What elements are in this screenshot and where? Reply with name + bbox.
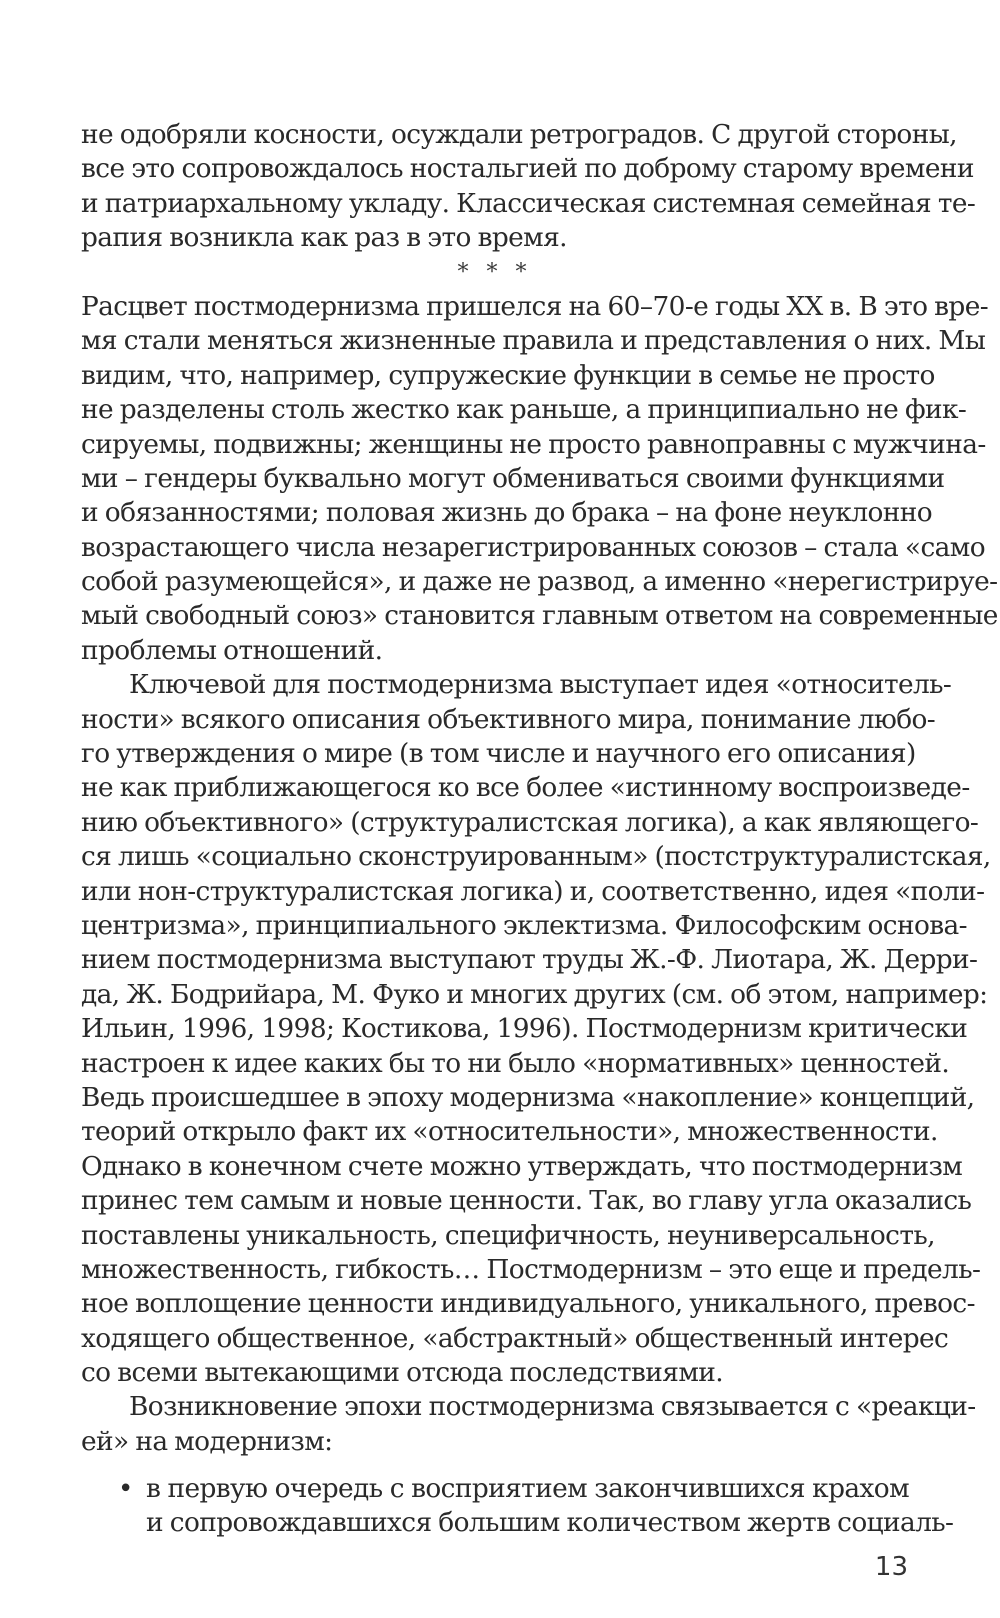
- text-line: видим, что, например, супружеские функции в семье не просто: [81, 359, 935, 391]
- bullet-list-item: [118, 1472, 954, 1541]
- text-line: Ведь происшедшее в эпоху модернизма «накопление» концепций,: [81, 1081, 975, 1113]
- text-line: или нон-структуралистская логика) и, соответственно, идея «поли-: [81, 875, 985, 907]
- text-line: ное воплощение ценности индивидуального, уникального, превос-: [81, 1288, 975, 1320]
- text-line: мя стали меняться жизненные правила и представления о них. Мы: [81, 325, 986, 357]
- text-line: ности» всякого описания объективного мира, понимание любо-: [81, 703, 936, 735]
- text-line: Возникновение эпохи постмодернизма связывается с «реакци-: [129, 1391, 976, 1423]
- text-line: и обязанностями; половая жизнь до брака – на фоне неуклонно: [81, 497, 933, 529]
- text-line: нием постмодернизма выступают труды Ж.-Ф. Лиотара, Ж. Дерри-: [81, 944, 978, 976]
- text-line: Ключевой для постмодернизма выступает идея «относитель-: [129, 669, 952, 701]
- text-line: и патриархальному укладу. Классическая системная семейная те-: [81, 187, 976, 219]
- bullet-icon: •: [118, 1474, 133, 1504]
- text-line: возрастающего числа незарегистрированных союзов – стала «само: [81, 531, 986, 563]
- text-line: со всеми вытекающими отсюда последствиями.: [81, 1357, 724, 1389]
- text-line: ходящего общественное, «абстрактный» общественный интерес: [81, 1322, 949, 1354]
- page-number: 13: [874, 1552, 908, 1582]
- text-line: Однако в конечном счете можно утверждать, что постмодернизм: [81, 1150, 963, 1182]
- text-line: теорий открыло факт их «относительности», множественности.: [81, 1116, 938, 1148]
- text-line: ся лишь «социально сконструированным» (постструктуралистская,: [81, 841, 991, 873]
- main-text: [81, 118, 998, 1459]
- text-line: рапия возникла как раз в это время.: [81, 222, 567, 254]
- text-line: не как приближающегося ко все более «истинному воспроизведе-: [81, 772, 970, 804]
- text-line: настроен к идее каких бы то ни было «нормативных» ценностей.: [81, 1047, 950, 1079]
- text-line: Ильин, 1996, 1998; Костикова, 1996). Постмодернизм критически: [81, 1013, 968, 1045]
- text-line: да, Ж. Бодрийара, М. Фуко и многих других (см. об этом, например:: [81, 978, 988, 1010]
- text-line: принес тем самым и новые ценности. Так, во главу угла оказались: [81, 1185, 972, 1217]
- text-line: не одобряли косности, осуждали ретроградов. С другой стороны,: [81, 119, 957, 150]
- text-line: множественность, гибкость… Постмодернизм – это еще и предель-: [81, 1253, 981, 1285]
- text-line: ей» на модернизм:: [81, 1425, 333, 1457]
- text-line: го утверждения о мире (в том числе и научного его описания): [81, 738, 916, 770]
- text-line: сируемы, подвижны; женщины не просто равноправны с мужчина-: [81, 428, 986, 460]
- text-line: нию объективного» (структуралистская логика), а как являющего-: [81, 806, 979, 838]
- text-line: проблемы отношений.: [81, 634, 383, 666]
- text-line: поставлены уникальность, специфичность, неуниверсальность,: [81, 1219, 935, 1251]
- text-line: не разделены столь жестко как раньше, а принципиально не фик-: [81, 394, 967, 426]
- text-line: центризма», принципиального эклектизма. Философским основа-: [81, 909, 967, 941]
- text-line: ми – гендеры буквально могут обмениваться своими функциями: [81, 462, 945, 494]
- text-line: в первую очередь с восприятием закончившихся крахом: [146, 1473, 909, 1504]
- section-separator: * * *: [457, 259, 533, 285]
- text-line: мый свободный союз» становится главным ответом на современные: [81, 600, 998, 632]
- text-line: собой разумеющейся», и даже не развод, а именно «нерегистрируе-: [81, 566, 998, 598]
- text-line: и сопровождавшихся большим количеством жертв социаль-: [146, 1507, 954, 1539]
- text-line: все это сопровождалось ностальгией по доброму старому времени: [81, 153, 974, 185]
- text-line: Расцвет постмодернизма пришелся на 60–70-е годы XX в. В это вре-: [81, 290, 989, 322]
